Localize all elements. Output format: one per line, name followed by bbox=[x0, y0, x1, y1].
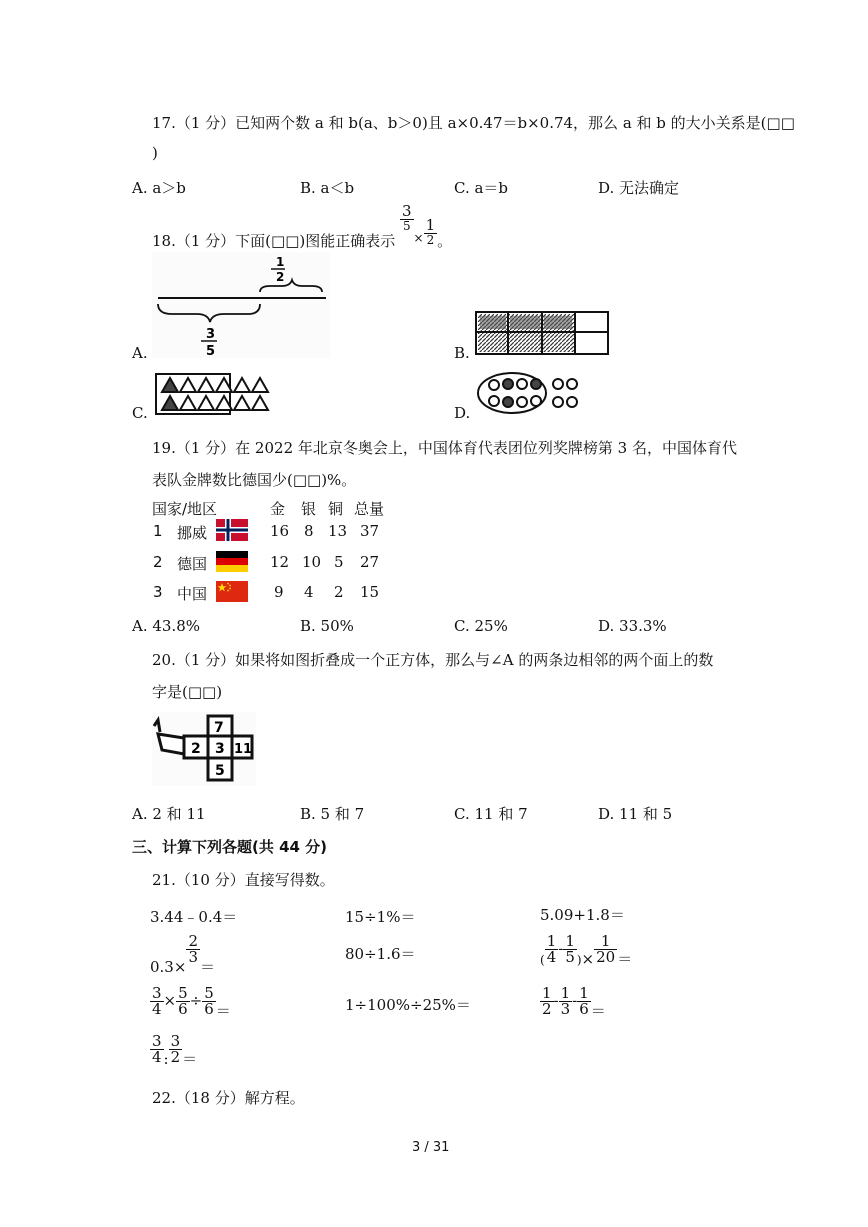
q20-option-c: C. 11 和 7 bbox=[454, 805, 528, 823]
q19-option-d: D. 33.3% bbox=[598, 617, 667, 635]
q18-stem-text: 18.（1 分）下面(□□)图能正确表示 bbox=[152, 232, 396, 250]
q20-stem-line2: 字是(□□) bbox=[152, 683, 223, 701]
cube-face-label: 7 bbox=[214, 720, 224, 736]
cube-face-label: 3 bbox=[215, 741, 225, 757]
fraction: $\frac{2}{3}$ bbox=[188, 932, 198, 966]
q21-item-4: 0.3× $\frac{2}{3}$ ＝ bbox=[150, 932, 215, 976]
medal-row-gold: 12 bbox=[270, 553, 290, 571]
medal-table-header-region: 国家/地区 bbox=[152, 500, 218, 518]
medal-row-bronze: 5 bbox=[334, 553, 344, 571]
q19-option-b: B. 50% bbox=[300, 617, 354, 635]
q21-item-7: $\frac{3}{4}$ × $\frac{5}{6}$ ÷ $\frac{5}{6}$ ＝ bbox=[152, 984, 231, 1020]
q21-stem: 21.（10 分）直接写得数。 bbox=[152, 871, 335, 889]
q17-stem-cont: ) bbox=[152, 144, 158, 162]
medal-table-header-gold: 金 bbox=[270, 500, 286, 518]
q21-item-8: 1÷100%÷25%＝ bbox=[345, 996, 471, 1014]
q18-period: 。 bbox=[437, 232, 453, 250]
medal-row-rank: 2 bbox=[153, 553, 163, 571]
q18-option-c: C. bbox=[132, 404, 148, 422]
q18-option-a: A. bbox=[132, 344, 148, 362]
q17-option-c: C. a＝b bbox=[454, 179, 509, 197]
medal-table-header-bronze: 铜 bbox=[328, 500, 344, 518]
q20-option-b: B. 5 和 7 bbox=[300, 805, 365, 823]
fraction: $\frac{1}{6}$ bbox=[579, 984, 589, 1018]
cube-face-label: 5 bbox=[215, 763, 225, 779]
q21-item-1: 3.44﹣0.4＝ bbox=[150, 908, 238, 926]
q17-option-d: D. 无法确定 bbox=[598, 179, 680, 197]
q18-times: × bbox=[413, 231, 424, 245]
medal-table-header-silver: 银 bbox=[301, 500, 317, 518]
medal-row-bronze: 13 bbox=[328, 522, 348, 540]
cube-face-label: 2 bbox=[191, 741, 201, 757]
q18-figure-d bbox=[474, 370, 584, 416]
q21-item-5: 80÷1.6＝ bbox=[345, 945, 416, 963]
q18-figure-a-label-5: 5 bbox=[206, 344, 216, 358]
q18-option-d: D. bbox=[454, 404, 471, 422]
fraction: $\frac{1}{3}$ bbox=[560, 984, 571, 1018]
q17-option-b: B. a＜b bbox=[300, 179, 355, 197]
page-number: 3 / 31 bbox=[412, 1140, 450, 1155]
medal-row-silver: 4 bbox=[304, 583, 314, 601]
medal-table bbox=[152, 496, 388, 606]
q18-fraction-3-5: $\frac{3}{5}$ bbox=[402, 202, 412, 233]
q18-figure-a-label-3: 3 bbox=[206, 327, 216, 342]
q21-item-3: 5.09+1.8＝ bbox=[540, 906, 625, 924]
q19-stem-line2: 表队金牌数比德国少(□□)%。 bbox=[152, 471, 357, 489]
medal-row-gold: 16 bbox=[270, 522, 290, 540]
medal-row-rank: 1 bbox=[153, 522, 163, 540]
q21-item-6: $_($ $\frac{1}{4}$ - $\frac{1}{5}$ $_)$× $\frac{1}{20}$ ＝ bbox=[540, 932, 633, 968]
fraction: $\frac{3}{4}$ bbox=[152, 1032, 162, 1066]
medal-row-silver: 8 bbox=[304, 522, 314, 540]
q18-figure-b bbox=[474, 310, 610, 356]
q20-option-a: A. 2 和 11 bbox=[132, 805, 206, 823]
q20-stem-line1: 20.（1 分）如果将如图折叠成一个正方体，那么与∠A 的两条边相邻的两个面上的数 bbox=[152, 651, 714, 669]
q19-stem-line1: 19.（1 分）在 2022 年北京冬奥会上，中国体育代表团位列奖牌榜第 3 名，中国体育代 bbox=[152, 439, 737, 457]
fraction: $\frac{1}{4}$ bbox=[546, 932, 557, 966]
medal-row-rank: 3 bbox=[153, 583, 163, 601]
medal-row-silver: 10 bbox=[302, 553, 322, 571]
q18-figure-c bbox=[152, 372, 278, 416]
medal-row-country: 中国 bbox=[177, 585, 208, 603]
q21-item-10: $\frac{3}{4}$ : $\frac{3}{2}$ ＝ bbox=[152, 1032, 198, 1068]
q22-stem: 22.（18 分）解方程。 bbox=[152, 1089, 305, 1107]
q18-option-b: B. bbox=[454, 344, 470, 362]
china-flag-icon bbox=[216, 581, 248, 602]
fraction: $\frac{1}{20}$ bbox=[596, 932, 616, 966]
q17-stem: 17.（1 分）已知两个数 a 和 b(a、b＞0)且 a×0.47＝b×0.74，那么 a 和 b 的大小关系是(□□ bbox=[152, 114, 795, 132]
medal-row-total: 27 bbox=[360, 553, 380, 571]
cube-net-figure bbox=[152, 712, 256, 786]
medal-row-bronze: 2 bbox=[334, 583, 344, 601]
q18-fraction-1-2: $\frac{1}{2}$ bbox=[425, 216, 436, 247]
medal-row-total: 15 bbox=[360, 583, 380, 601]
medal-table-header-total: 总量 bbox=[354, 500, 385, 518]
cube-face-label: 11 bbox=[234, 742, 253, 757]
q17-option-a: A. a＞b bbox=[132, 179, 186, 197]
fraction: $\frac{5}{6}$ bbox=[178, 984, 188, 1018]
fraction: $\frac{1}{5}$ bbox=[565, 932, 575, 966]
medal-row-country: 挪威 bbox=[177, 524, 208, 542]
q19-option-a: A. 43.8% bbox=[132, 617, 201, 635]
q18-figure-a bbox=[152, 252, 330, 358]
fraction: $\frac{5}{6}$ bbox=[204, 984, 214, 1018]
medal-row-gold: 9 bbox=[274, 583, 284, 601]
medal-row-total: 37 bbox=[360, 522, 380, 540]
q18-figure-a-label-1: 1 bbox=[276, 255, 285, 269]
fraction: $\frac{1}{2}$ bbox=[542, 984, 552, 1018]
q19-option-c: C. 25% bbox=[454, 617, 508, 635]
q20-option-d: D. 11 和 5 bbox=[598, 805, 673, 823]
fraction: $\frac{3}{2}$ bbox=[170, 1032, 181, 1066]
medal-row-country: 德国 bbox=[177, 555, 208, 573]
norway-flag-icon bbox=[216, 519, 248, 541]
q18-figure-a-label-2: 2 bbox=[276, 270, 285, 284]
germany-flag-icon bbox=[216, 551, 248, 572]
fraction: $\frac{3}{4}$ bbox=[152, 984, 162, 1018]
section-3-title: 三、计算下列各题(共 44 分) bbox=[132, 838, 328, 856]
q21-item-2: 15÷1%＝ bbox=[345, 908, 416, 926]
q21-item-9: $\frac{1}{2}$ - $\frac{1}{3}$ - $\frac{1}{6}$ ＝ bbox=[542, 984, 606, 1020]
